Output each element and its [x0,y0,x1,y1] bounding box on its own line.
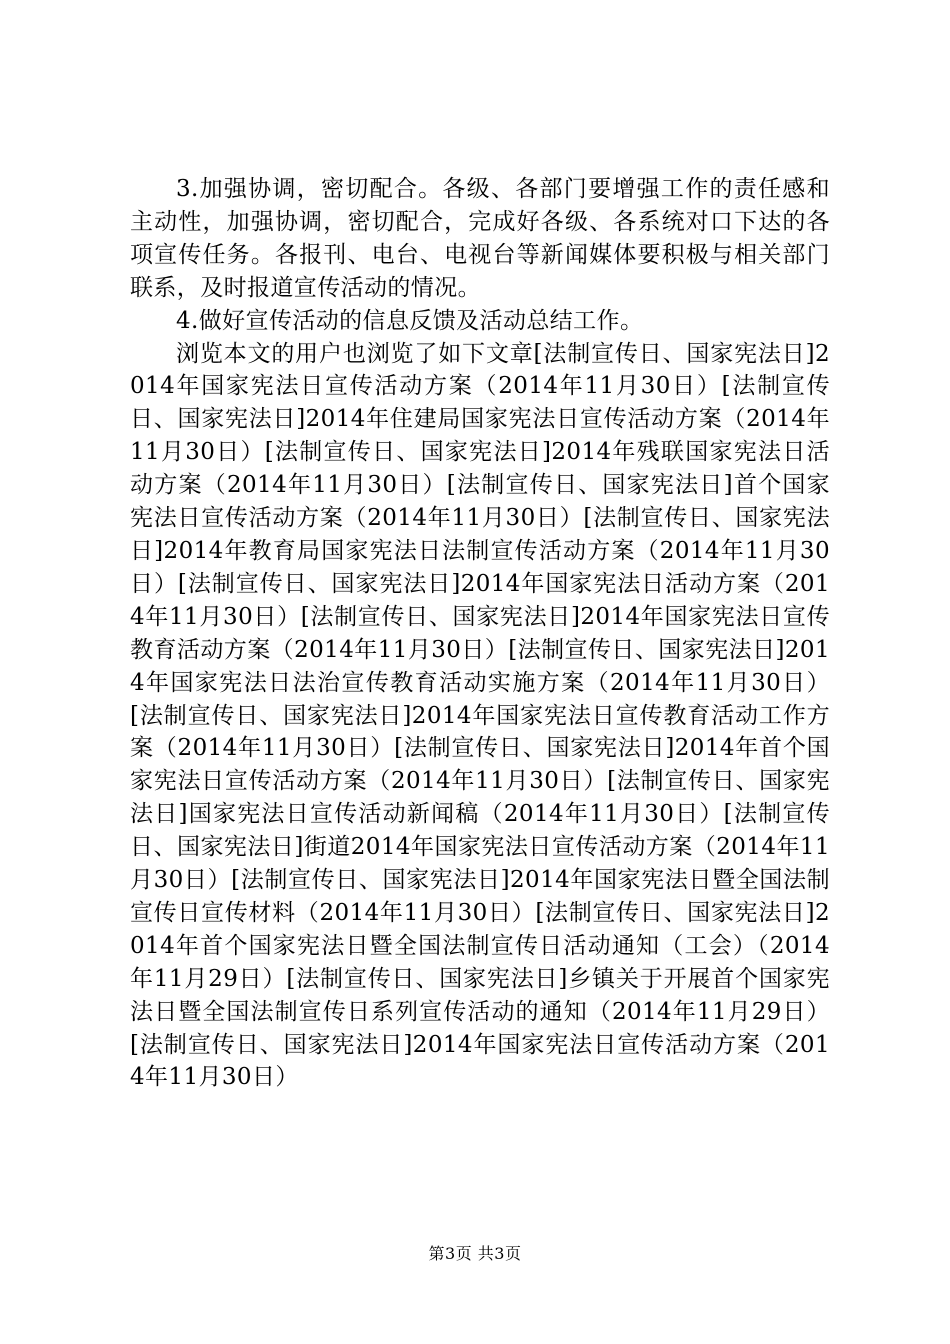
document-body [130,173,830,1094]
page-number: 第3页 共3页 [428,1244,522,1263]
page-footer [0,1244,950,1264]
paragraph-feedback: 4.做好宣传活动的信息反馈及活动总结工作。 [176,307,644,334]
paragraph-related-articles: 浏览本文的用户也浏览了如下文章[法制宣传日、国家宪法日]2014年国家宪法日宣传活动方案（2014年11月30日）[法制宣传日、国家宪法日]2014年住建局国家宪法日宣传活动方案（2014年11月30日）[法制宣传日、国家宪法日]2014年残联国家宪法日活动方案（2014年11月30日）[法制宣传日、国家宪法日]首个国家宪法日宣传活动方案（2014年11月30日）[法制宣传日、国家宪法日]2014年教育局国家宪法日法制宣传活动方案（2014年11月30日）[法制宣传日、国家宪法日]2014年国家宪法日活动方案（2014年11月30日）[法制宣传日、国家宪法日]2014年国家宪法日宣传教育活动方案（2014年11月30日）[法制宣传日、国家宪法日]2014年国家宪法日法治宣传教育活动实施方案（2014年11月30日）[法制宣传日、国家宪法日]2014年国家宪法日宣传教育活动工作方案（2014年11月30日）[法制宣传日、国家宪法日]2014年首个国家宪法日宣传活动方案（2014年11月30日）[法制宣传日、国家宪法日]国家宪法日宣传活动新闻稿（2014年11月30日）[法制宣传日、国家宪法日]街道2014年国家宪法日宣传活动方案（2014年11月30日）[法制宣传日、国家宪法日]2014年国家宪法日暨全国法制宣传日宣传材料（2014年11月30日）[法制宣传日、国家宪法日]2014年首个国家宪法日暨全国法制宣传日活动通知（工会）（2014年11月29日）[法制宣传日、国家宪法日]乡镇关于开展首个国家宪法日暨全国法制宣传日系列宣传活动的通知（2014年11月29日）[法制宣传日、国家宪法日]2014年国家宪法日宣传活动方案（2014年11月30日） [130,340,830,1091]
paragraph-coordination: 3.加强协调，密切配合。各级、各部门要增强工作的责任感和主动性，加强协调，密切配合，完成好各级、各系统对口下达的各项宣传任务。各报刊、电台、电视台等新闻媒体要积极与相关部门联系，及时报道宣传活动的情况。 [130,176,830,301]
